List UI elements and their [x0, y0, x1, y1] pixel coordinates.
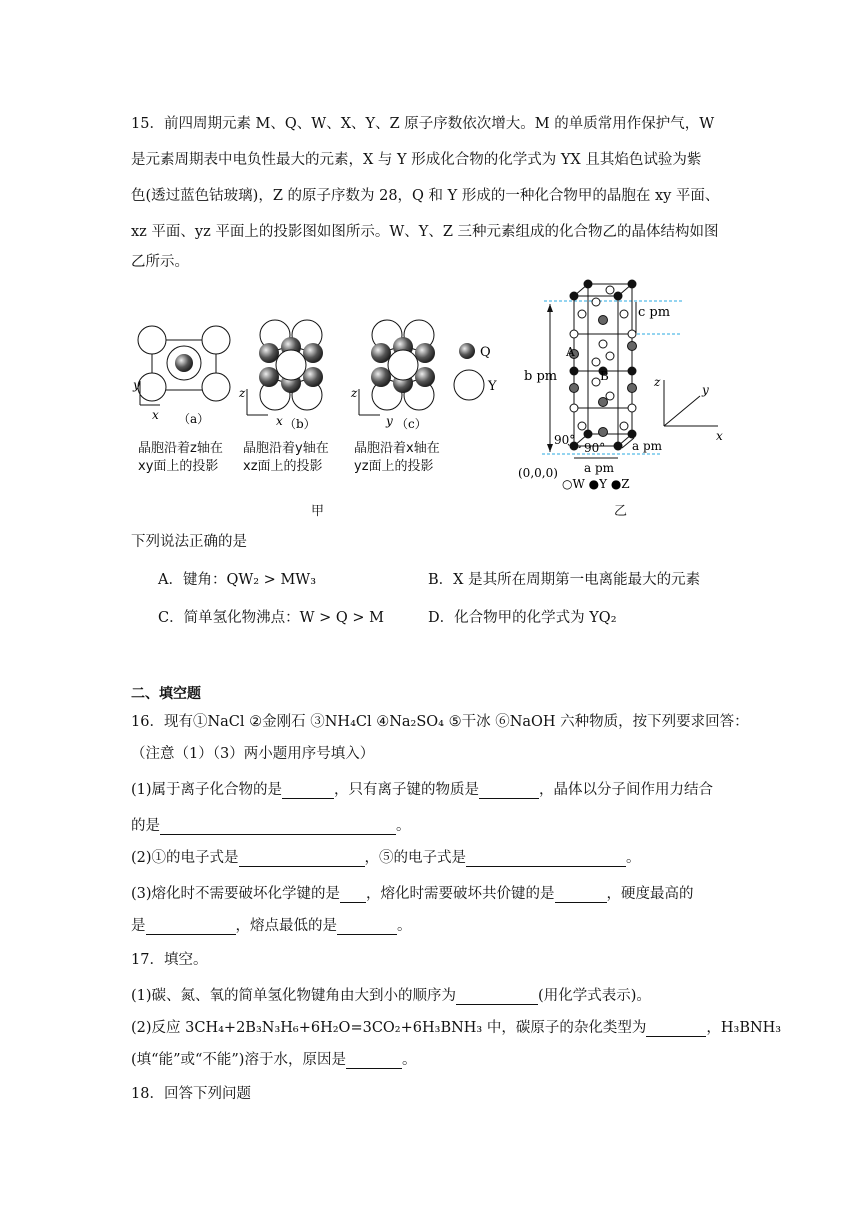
- caption-a-1: 晶胞沿着z轴在: [138, 441, 223, 456]
- yi-angle-1: 90°: [554, 433, 576, 447]
- q16-part-1-cont: [131, 814, 411, 835]
- yi-b-label: b pm: [524, 369, 558, 384]
- q17-blank-1[interactable]: [456, 990, 538, 1005]
- yi-axis-y: y: [702, 383, 709, 397]
- label-c: （c）: [396, 417, 427, 431]
- legend-y: Y: [488, 379, 497, 394]
- q16-p3-text-e: ，熔点最低的是: [235, 918, 337, 934]
- q16-blank-5[interactable]: [466, 852, 626, 867]
- q16-p2-text-b: ，⑤的电子式是: [364, 850, 467, 866]
- yi-angle-2: 90°: [584, 441, 606, 455]
- q16-p3-text-b: ，熔化时需要破坏共价键的是: [366, 886, 555, 902]
- q15-line-4: xz 平面、yz 平面上的投影图如图所示。W、Y、Z 三种元素组成的化合物乙的晶体结构如图: [131, 224, 719, 240]
- q16-line-1: 16．现有①NaCl ②金刚石 ③NH₄Cl ④Na₂SO₄ ⑤干冰 ⑥NaOH 六种物质，按下列要求回答：: [131, 714, 749, 730]
- q16-p2-text-c: 。: [626, 850, 641, 866]
- q16-p3-text-a: (3)熔化时不需要破坏化学键的是: [131, 886, 341, 902]
- q17-part-2: [131, 1016, 781, 1037]
- legend-y-marker: [454, 370, 484, 400]
- q17-part-2-cont: [131, 1048, 416, 1069]
- q16-blank-9[interactable]: [337, 920, 397, 935]
- axis-y-a: y: [133, 378, 140, 392]
- q15-line-2: 是元素周期表中电负性最大的元素，X 与 Y 形成化合物的化学式为 YX 且其焰色试验为紫: [131, 152, 702, 168]
- legend-q-marker: [459, 343, 475, 359]
- caption-b-2: xz面上的投影: [243, 459, 323, 474]
- yi-label-A: A: [566, 345, 575, 359]
- q17-p2-text-a: (2)反应 3CH₄+2B₃N₃H₆+6H₂O=3CO₂+6H₃BNH₃ 中，碳原子的杂化类型为: [131, 1020, 647, 1036]
- q16-p1-text-e: 。: [396, 818, 411, 834]
- q15-line-5: 乙所示。: [131, 254, 189, 270]
- axis-z-b: z: [239, 386, 246, 400]
- caption-b-1: 晶胞沿着y轴在: [243, 441, 329, 456]
- q17-part-1: [131, 984, 651, 1005]
- caption-c-1: 晶胞沿着x轴在: [354, 441, 440, 456]
- q17-line-1: 17．填空。: [131, 952, 208, 968]
- q16-part-3: [131, 882, 694, 903]
- projection-b: [238, 320, 323, 431]
- yi-origin: (0,0,0): [518, 466, 558, 480]
- label-b: （b）: [284, 417, 316, 431]
- yi-label-B: B: [600, 369, 609, 383]
- option-b: B．X 是其所在周期第一电离能最大的元素: [428, 572, 701, 588]
- q17-p2-text-b: ，H₃BNH₃: [706, 1020, 782, 1036]
- q16-p3-text-c: ，硬度最高的: [606, 886, 694, 902]
- q15-line-3: 色(透过蓝色钴玻璃)，Z 的原子序数为 28，Q 和 Y 形成的一种化合物甲的晶胞在 xy 平面、: [131, 188, 720, 204]
- caption-jia: 甲: [311, 504, 325, 519]
- q16-p3-text-f: 。: [397, 918, 412, 934]
- q16-p1-text-a: (1)属于离子化合物的是: [131, 782, 283, 798]
- yi-c-label: c pm: [638, 305, 671, 320]
- caption-c-2: yz面上的投影: [354, 459, 434, 474]
- q17-p2-text-d: 。: [401, 1052, 417, 1068]
- label-a: （a）: [178, 412, 210, 426]
- q15-line-1: 15．前四周期元素 M、Q、W、X、Y、Z 原子序数依次增大。M 的单质常用作保护气，W: [131, 116, 715, 132]
- axis-x-a: x: [152, 408, 159, 422]
- option-d: D．化合物甲的化学式为 YQ₂: [428, 610, 617, 626]
- q16-p3-text-d: 是: [131, 918, 146, 934]
- q16-blank-1[interactable]: [282, 784, 334, 799]
- option-c: C．简单氢化物沸点：W > Q > M: [158, 610, 384, 626]
- yi-axis-x: x: [716, 429, 723, 443]
- q16-blank-2[interactable]: [479, 784, 539, 799]
- q16-part-2: [131, 846, 641, 867]
- atoms: [570, 280, 637, 451]
- yi-a-right: a pm: [632, 439, 663, 453]
- q17-p2-text-c: (填“能”或“不能”)溶于水，原因是: [131, 1052, 346, 1068]
- yi-legend: ○W ●Y ●Z: [562, 477, 630, 491]
- q16-blank-6[interactable]: [340, 888, 366, 903]
- q16-p1-text-d: 的是: [131, 818, 160, 834]
- q15-stem: 下列说法正确的是: [131, 534, 247, 550]
- q16-part-3-cont: [131, 914, 412, 935]
- axis-x-b: x: [276, 414, 283, 428]
- q16-blank-4[interactable]: [239, 852, 365, 867]
- q16-blank-8[interactable]: [146, 920, 236, 935]
- yi-a-bottom: a pm: [584, 461, 615, 475]
- axis-z-c: z: [351, 386, 358, 400]
- q16-p2-text-a: (2)①的电子式是: [131, 850, 239, 866]
- figure-yi: [512, 276, 742, 492]
- legend-q: Q: [480, 345, 491, 360]
- q16-blank-3[interactable]: [160, 820, 396, 835]
- option-a: A．键角：QW₂ > MW₃: [158, 572, 317, 588]
- q16-p1-text-b: ，只有离子键的物质是: [334, 782, 480, 798]
- q16-p1-text-c: ，晶体以分子间作用力结合: [539, 782, 714, 798]
- q18-line-1: 18．回答下列问题: [131, 1086, 251, 1102]
- q16-part-1: [131, 778, 713, 799]
- projection-a: [132, 326, 230, 426]
- caption-yi: 乙: [614, 504, 628, 519]
- section-title: 二、填空题: [131, 686, 201, 702]
- q17-p1-text-b: (用化学式表示)。: [538, 988, 651, 1004]
- q17-blank-3[interactable]: [346, 1054, 402, 1069]
- projection-c: [350, 320, 435, 431]
- q17-p1-text-a: (1)碳、氮、氧的简单氢化物键角由大到小的顺序为: [131, 988, 457, 1004]
- q16-line-2: （注意（1）（3）两小题用序号填入）: [131, 746, 375, 762]
- q17-blank-2[interactable]: [646, 1022, 706, 1037]
- axis-y-c: y: [386, 414, 393, 428]
- yi-axis-z: z: [654, 375, 661, 389]
- q16-blank-7[interactable]: [555, 888, 607, 903]
- caption-a-2: xy面上的投影: [138, 459, 219, 474]
